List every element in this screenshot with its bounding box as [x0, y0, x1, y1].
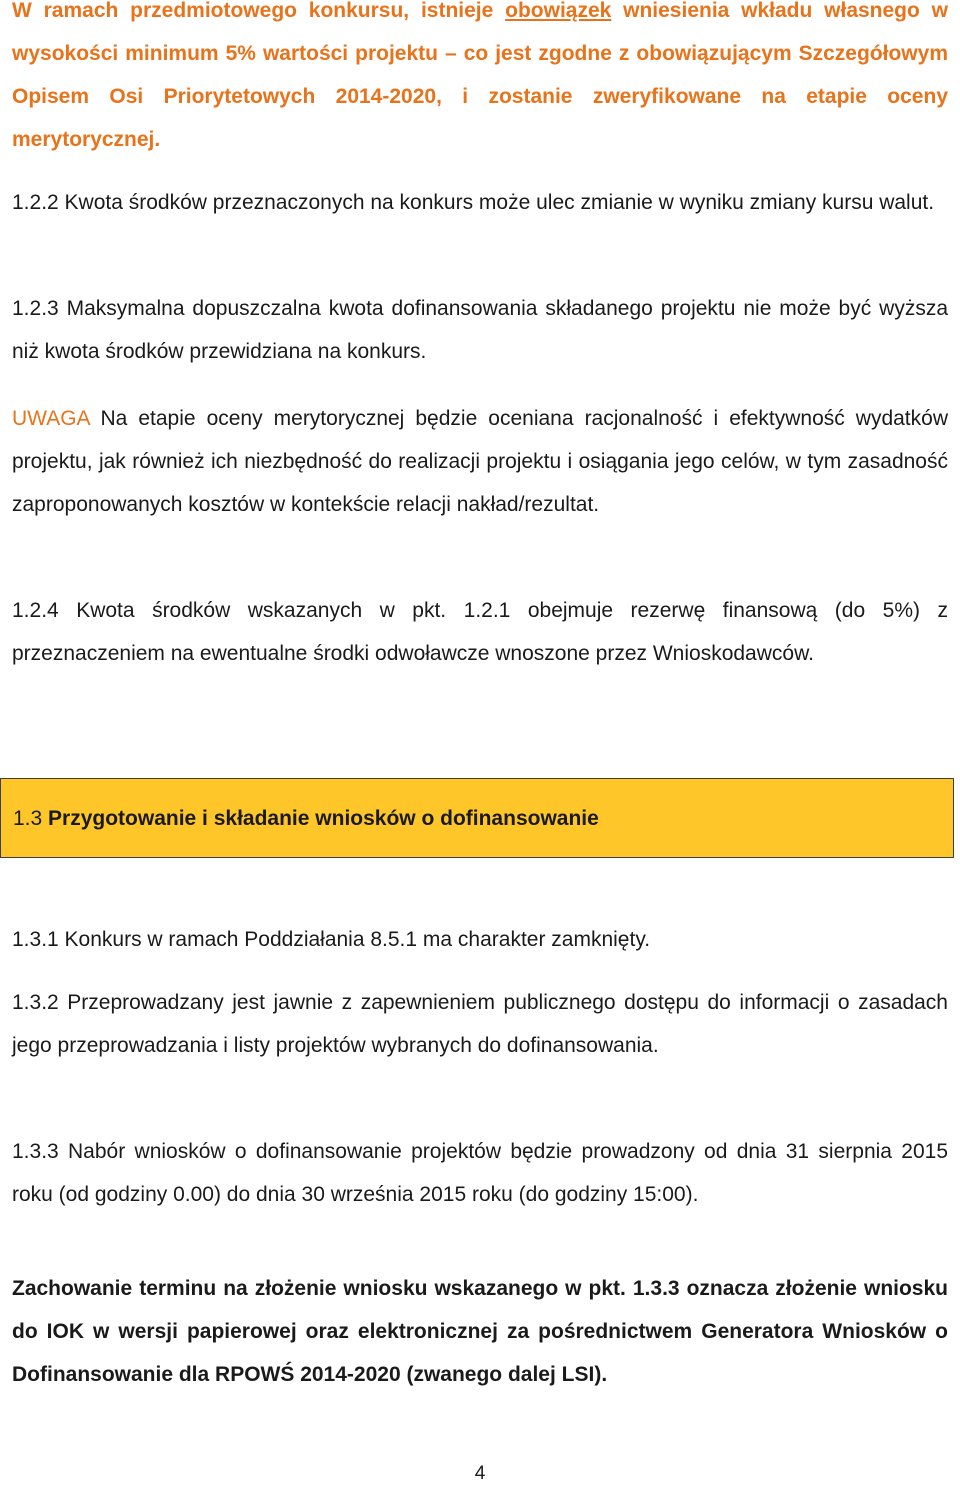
paragraph-1-2-2: 1.2.2 Kwota środków przeznaczonych na konkurs może ulec zmianie w wyniku zmiany kursu walut.: [12, 191, 935, 214]
paragraph-own-contribution: [12, 0, 948, 161]
uwaga-text: Na etapie oceny merytorycznej będzie oceniana racjonalność i efektywność wydatków projektu, jak również ich niezbędność do realizacji projektu i osiągania jego celów, w tym zasadność zaproponowanych kosztów w kontekście relacji nakład/rezultat.: [12, 407, 948, 516]
text-own-contribution-b: wniesienia wkładu własnego w wysokości minimum 5% wartości projektu – co jest zgodne z obowiązującym Szczegółowym Opisem Osi Priorytetowych 2014-2020, i zostanie zweryfikowane na etapie oceny merytorycznej.: [12, 0, 948, 151]
text-own-contribution-a: W ramach przedmiotowego konkursu, istnieje: [12, 0, 506, 22]
paragraph-1-3-2: 1.3.2 Przeprowadzany jest jawnie z zapewnieniem publicznego dostępu do informacji o zasadach jego przeprowadzania i listy projektów wybranych do dofinansowania.: [12, 991, 948, 1057]
uwaga-label: UWAGA: [12, 407, 90, 430]
section-heading-number: 1.3: [13, 807, 43, 830]
paragraph-uwaga: [12, 397, 948, 526]
paragraph-1-2-4: 1.2.4 Kwota środków wskazanych w pkt. 1.2.1 obejmuje rezerwę finansową (do 5%) z przeznaczeniem na ewentualne środki odwoławcze wnoszone przez Wnioskodawców.: [12, 599, 948, 665]
paragraph-1-3-3: 1.3.3 Nabór wniosków o dofinansowanie projektów będzie prowadzony od dnia 31 sierpnia 2015 roku (od godziny 0.00) do dnia 30 września 2015 roku (do godziny 15:00).: [12, 1140, 948, 1206]
text-obligation-underlined: obowiązek: [505, 0, 612, 22]
section-heading: [13, 797, 599, 840]
paragraph-1-3-1: 1.3.1 Konkurs w ramach Poddziałania 8.5.1 ma charakter zamknięty.: [12, 928, 651, 951]
page-number: 4: [474, 1463, 486, 1484]
paragraph-1-2-3: 1.2.3 Maksymalna dopuszczalna kwota dofinansowania składanego projektu nie może być wyższa niż kwota środków przewidziana na konkurs.: [12, 297, 948, 363]
section-heading-title: Przygotowanie i składanie wniosków o dofinansowanie: [42, 807, 599, 830]
paragraph-deadline-bold: Zachowanie terminu na złożenie wniosku wskazanego w pkt. 1.3.3 oznacza złożenie wniosku do IOK w wersji papierowej oraz elektronicznej za pośrednictwem Generatora Wniosków o Dofinansowanie dla RPOWŚ 2014-2020 (zwanego dalej LSI).: [12, 1277, 948, 1386]
section-heading-box: [0, 778, 954, 858]
